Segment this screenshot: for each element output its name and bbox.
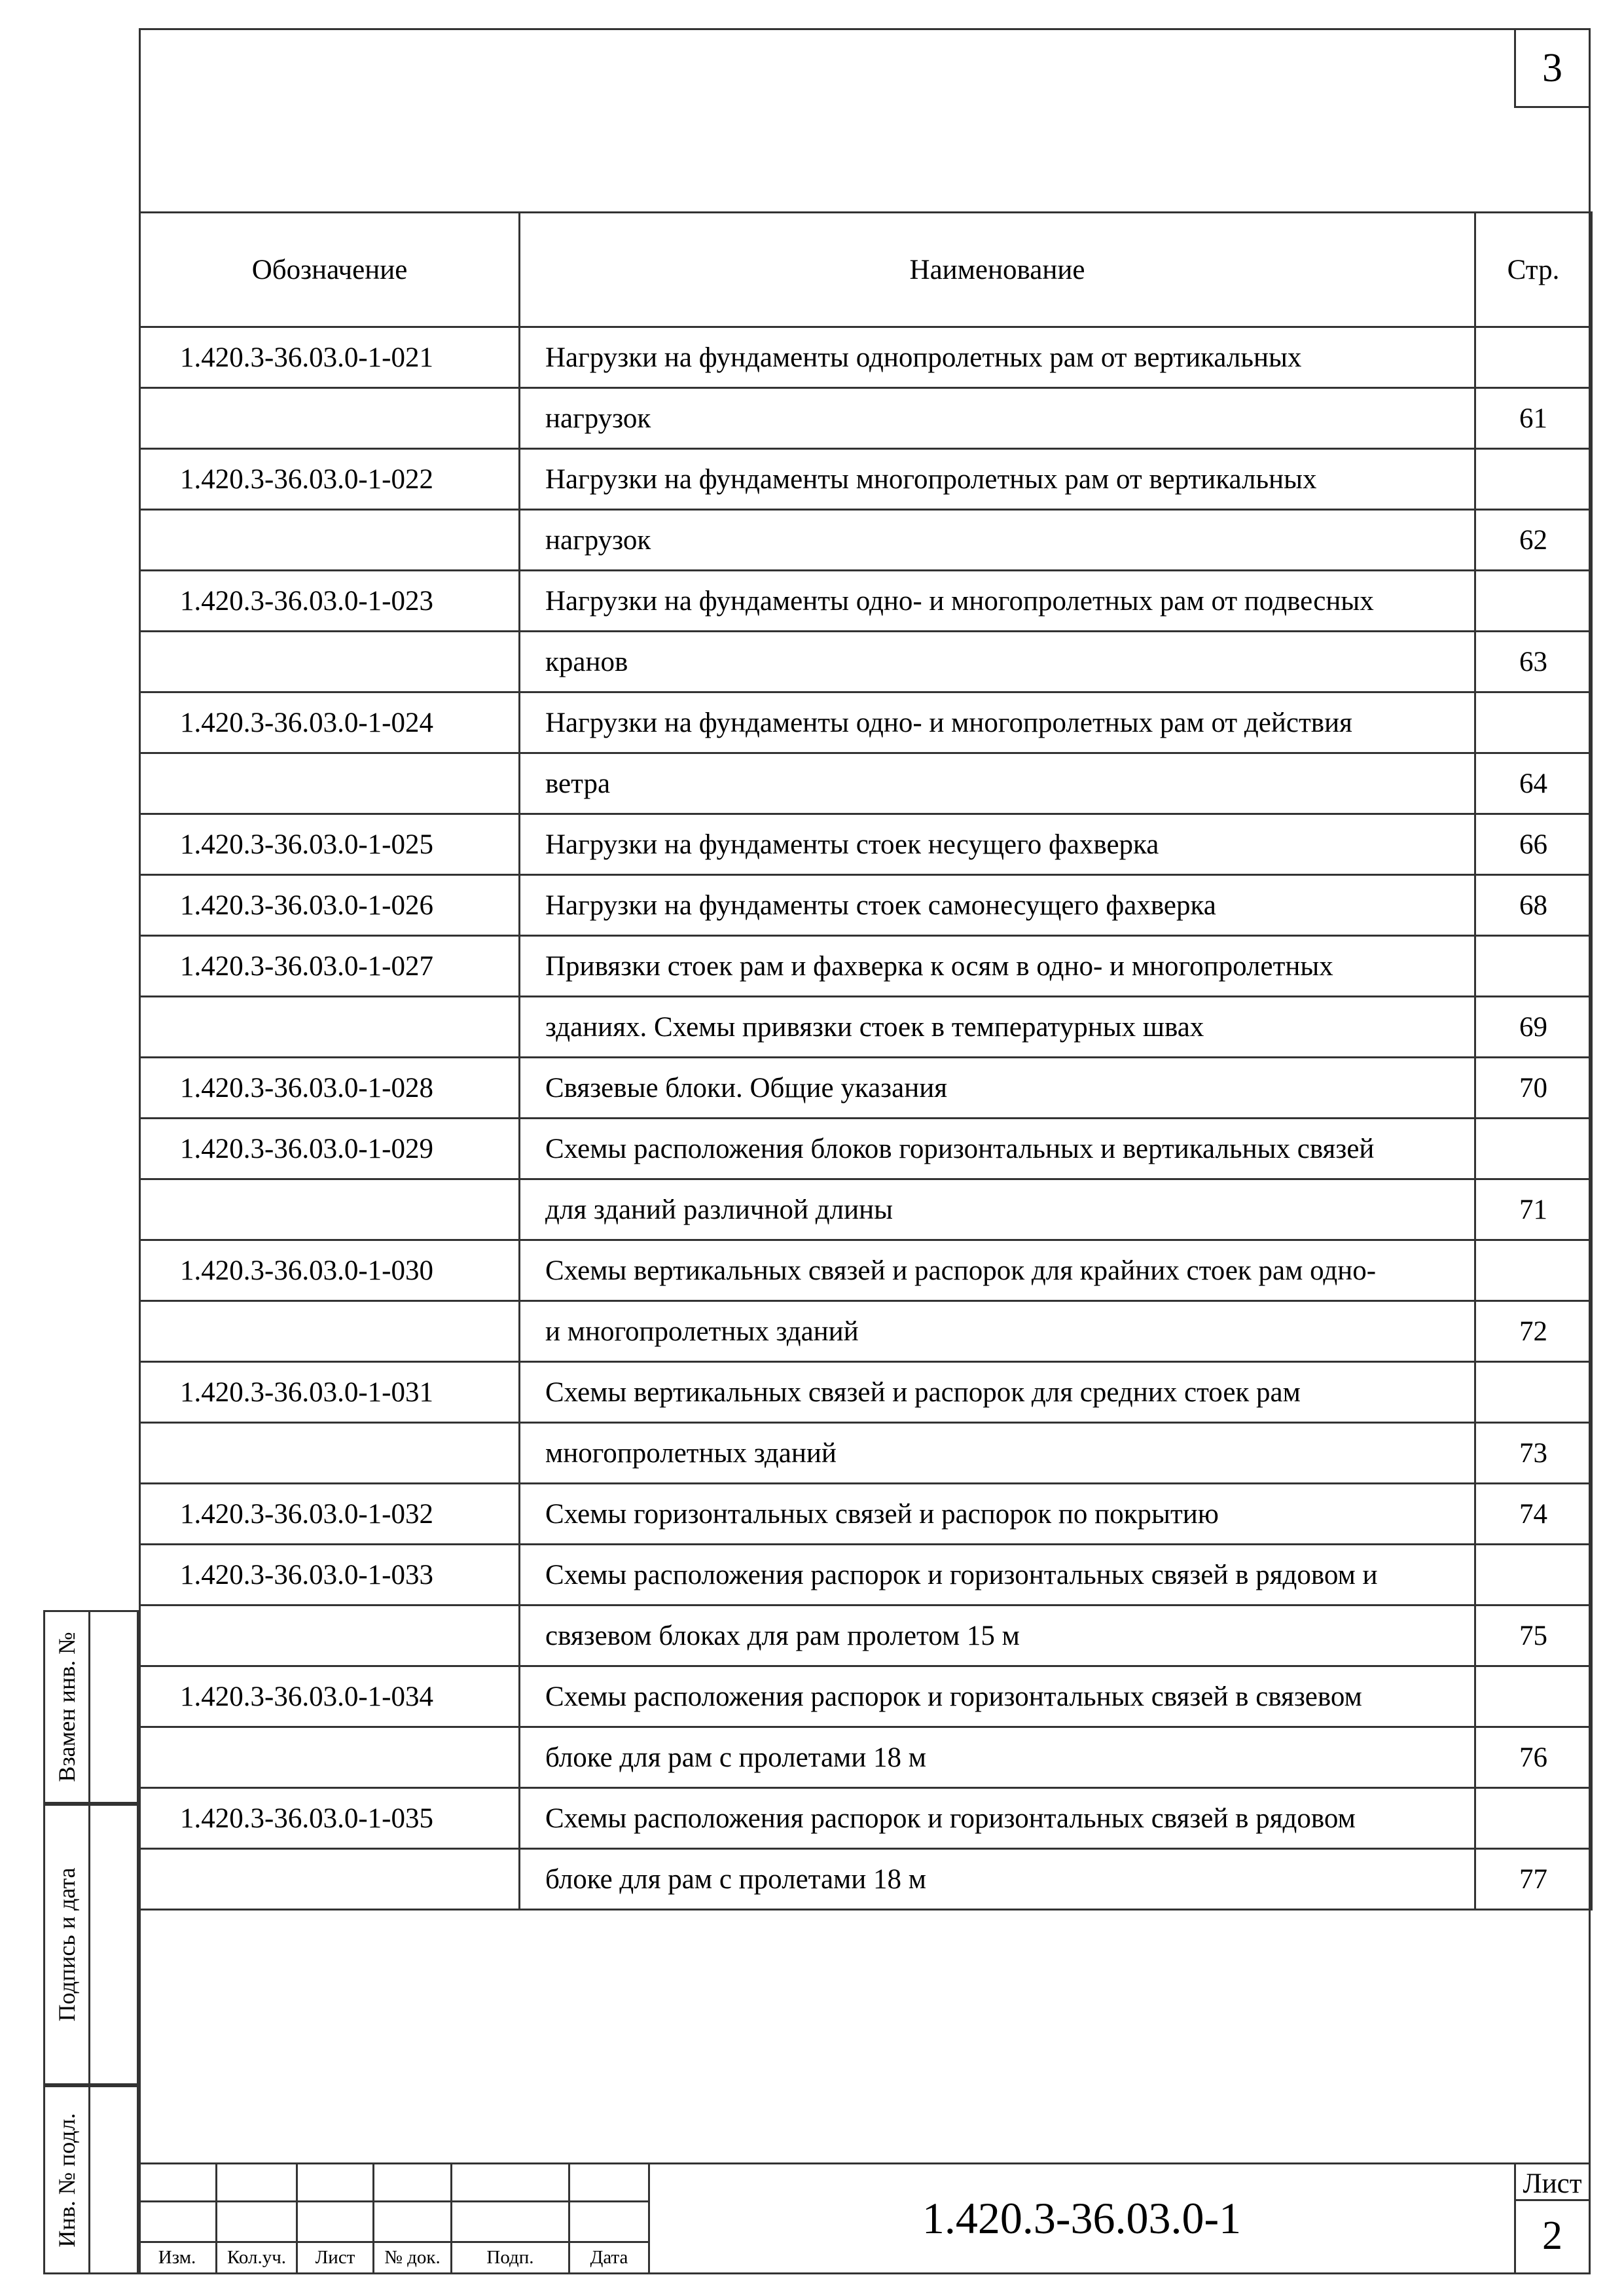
row-name: Схемы вертикальных связей и распорок для средних стоек рам [520, 1362, 1475, 1423]
table-row [140, 875, 1592, 936]
table-row [140, 327, 1592, 388]
row-name: Нагрузки на фундаменты многопролетных рам от вертикальных [520, 449, 1475, 510]
table-row [140, 1605, 1592, 1666]
table-row [140, 936, 1592, 997]
row-code: 1.420.3-36.03.0-1-024 [140, 692, 520, 753]
row-name: Схемы расположения распорок и горизонтальных связей в рядовом [520, 1788, 1475, 1849]
tb-header-kol-uch: Кол.уч. [226, 2247, 287, 2268]
row-page [1475, 327, 1592, 388]
table-row [140, 571, 1592, 632]
table-header-row [140, 213, 1592, 327]
contents-table [139, 211, 1593, 1910]
table-row [140, 1240, 1592, 1301]
row-page [1475, 1545, 1592, 1605]
row-name: нагрузок [520, 388, 1475, 449]
sheet-label: Лист [1523, 2168, 1582, 2199]
table-row [140, 814, 1592, 875]
row-code: 1.420.3-36.03.0-1-029 [140, 1119, 520, 1179]
table-row [140, 449, 1592, 510]
row-page: 72 [1475, 1301, 1592, 1362]
row-name: кранов [520, 632, 1475, 692]
row-page: 63 [1475, 632, 1592, 692]
row-name: Схемы расположения распорок и горизонтальных связей в связевом [520, 1666, 1475, 1727]
tb-header-signature: Подп. [486, 2247, 534, 2268]
row-page: 61 [1475, 388, 1592, 449]
row-code [140, 632, 520, 692]
row-code: 1.420.3-36.03.0-1-032 [140, 1484, 520, 1545]
sheet-corner-number: 3 [1514, 28, 1591, 108]
row-page [1475, 1788, 1592, 1849]
row-code [140, 1179, 520, 1240]
row-name: связевом блоках для рам пролетом 15 м [520, 1605, 1475, 1666]
row-name: Нагрузки на фундаменты стоек самонесущего фахверка [520, 875, 1475, 936]
row-name: Привязки стоек рам и фахверка к осям в одно- и многопролетных [520, 936, 1475, 997]
row-page: 70 [1475, 1058, 1592, 1119]
table-row [140, 510, 1592, 571]
row-page [1475, 1666, 1592, 1727]
row-code: 1.420.3-36.03.0-1-030 [140, 1240, 520, 1301]
row-name: многопролетных зданий [520, 1423, 1475, 1484]
row-page: 74 [1475, 1484, 1592, 1545]
table-row [140, 1727, 1592, 1788]
row-code: 1.420.3-36.03.0-1-028 [140, 1058, 520, 1119]
row-code [140, 1301, 520, 1362]
table-row [140, 1362, 1592, 1423]
table-row [140, 692, 1592, 753]
row-page [1475, 571, 1592, 632]
row-page [1475, 1119, 1592, 1179]
row-page: 73 [1475, 1423, 1592, 1484]
header-designation: Обозначение [140, 213, 520, 327]
table-row [140, 1849, 1592, 1910]
row-page [1475, 692, 1592, 753]
row-name: Нагрузки на фундаменты однопролетных рам от вертикальных [520, 327, 1475, 388]
row-name: Схемы вертикальных связей и распорок для крайних стоек рам одно- [520, 1240, 1475, 1301]
tb-header-doc-no: № док. [384, 2247, 441, 2268]
row-page [1475, 1240, 1592, 1301]
table-row [140, 1301, 1592, 1362]
row-code [140, 388, 520, 449]
row-name: ветра [520, 753, 1475, 814]
row-code [140, 1423, 520, 1484]
row-name: Схемы горизонтальных связей и распорок по покрытию [520, 1484, 1475, 1545]
stamp-replaced-inv-label: Взамен инв. № [54, 1632, 80, 1782]
table-row [140, 753, 1592, 814]
table-row [140, 1179, 1592, 1240]
table-row [140, 997, 1592, 1058]
row-name: Нагрузки на фундаменты одно- и многопролетных рам от подвесных [520, 571, 1475, 632]
table-row [140, 1058, 1592, 1119]
table-row [140, 1788, 1592, 1849]
table-row [140, 388, 1592, 449]
row-code: 1.420.3-36.03.0-1-034 [140, 1666, 520, 1727]
tb-header-date: Дата [590, 2247, 628, 2268]
row-code: 1.420.3-36.03.0-1-022 [140, 449, 520, 510]
row-code [140, 1605, 520, 1666]
stamp-inv-original [43, 2085, 139, 2274]
table-row [140, 1119, 1592, 1179]
document-code: 1.420.3-36.03.0-1 [922, 2193, 1242, 2243]
row-page: 76 [1475, 1727, 1592, 1788]
row-code [140, 753, 520, 814]
row-page [1475, 449, 1592, 510]
row-page [1475, 1362, 1592, 1423]
table-row [140, 1545, 1592, 1605]
tb-header-list: Лист [315, 2247, 355, 2268]
row-code [140, 1727, 520, 1788]
table-row [140, 1423, 1592, 1484]
row-name: Нагрузки на фундаменты стоек несущего фахверка [520, 814, 1475, 875]
row-name: для зданий различной длины [520, 1179, 1475, 1240]
row-page: 68 [1475, 875, 1592, 936]
row-name: Связевые блоки. Общие указания [520, 1058, 1475, 1119]
stamp-replaced-inv [43, 1610, 139, 1804]
row-name: зданиях. Схемы привязки стоек в температурных швах [520, 997, 1475, 1058]
row-page: 66 [1475, 814, 1592, 875]
row-page [1475, 936, 1592, 997]
table-row [140, 1666, 1592, 1727]
tb-header-izm: Изм. [158, 2247, 196, 2268]
row-page: 77 [1475, 1849, 1592, 1910]
row-code [140, 1849, 520, 1910]
row-name: Схемы расположения распорок и горизонтальных связей в рядовом и [520, 1545, 1475, 1605]
row-name: Схемы расположения блоков горизонтальных и вертикальных связей [520, 1119, 1475, 1179]
row-page: 64 [1475, 753, 1592, 814]
stamp-signature-date-label: Подпись и дата [54, 1867, 80, 2022]
row-name: и многопролетных зданий [520, 1301, 1475, 1362]
row-name: блоке для рам с пролетами 18 м [520, 1727, 1475, 1788]
row-code: 1.420.3-36.03.0-1-023 [140, 571, 520, 632]
row-code [140, 510, 520, 571]
header-page: Стр. [1475, 213, 1592, 327]
row-page: 62 [1475, 510, 1592, 571]
row-code [140, 997, 520, 1058]
stamp-inv-original-label: Инв. № подл. [54, 2112, 80, 2248]
row-name: Нагрузки на фундаменты одно- и многопролетных рам от действия [520, 692, 1475, 753]
table-row [140, 1484, 1592, 1545]
row-name: нагрузок [520, 510, 1475, 571]
row-code: 1.420.3-36.03.0-1-027 [140, 936, 520, 997]
row-code: 1.420.3-36.03.0-1-031 [140, 1362, 520, 1423]
row-code: 1.420.3-36.03.0-1-033 [140, 1545, 520, 1605]
header-name: Наименование [520, 213, 1475, 327]
row-name: блоке для рам с пролетами 18 м [520, 1849, 1475, 1910]
row-page: 69 [1475, 997, 1592, 1058]
table-row [140, 632, 1592, 692]
row-code: 1.420.3-36.03.0-1-035 [140, 1788, 520, 1849]
row-page: 71 [1475, 1179, 1592, 1240]
sheet-number: 2 [1542, 2214, 1562, 2258]
row-page: 75 [1475, 1605, 1592, 1666]
row-code: 1.420.3-36.03.0-1-025 [140, 814, 520, 875]
row-code: 1.420.3-36.03.0-1-021 [140, 327, 520, 388]
row-code: 1.420.3-36.03.0-1-026 [140, 875, 520, 936]
title-block [139, 2162, 1591, 2274]
stamp-signature-date [43, 1804, 139, 2085]
